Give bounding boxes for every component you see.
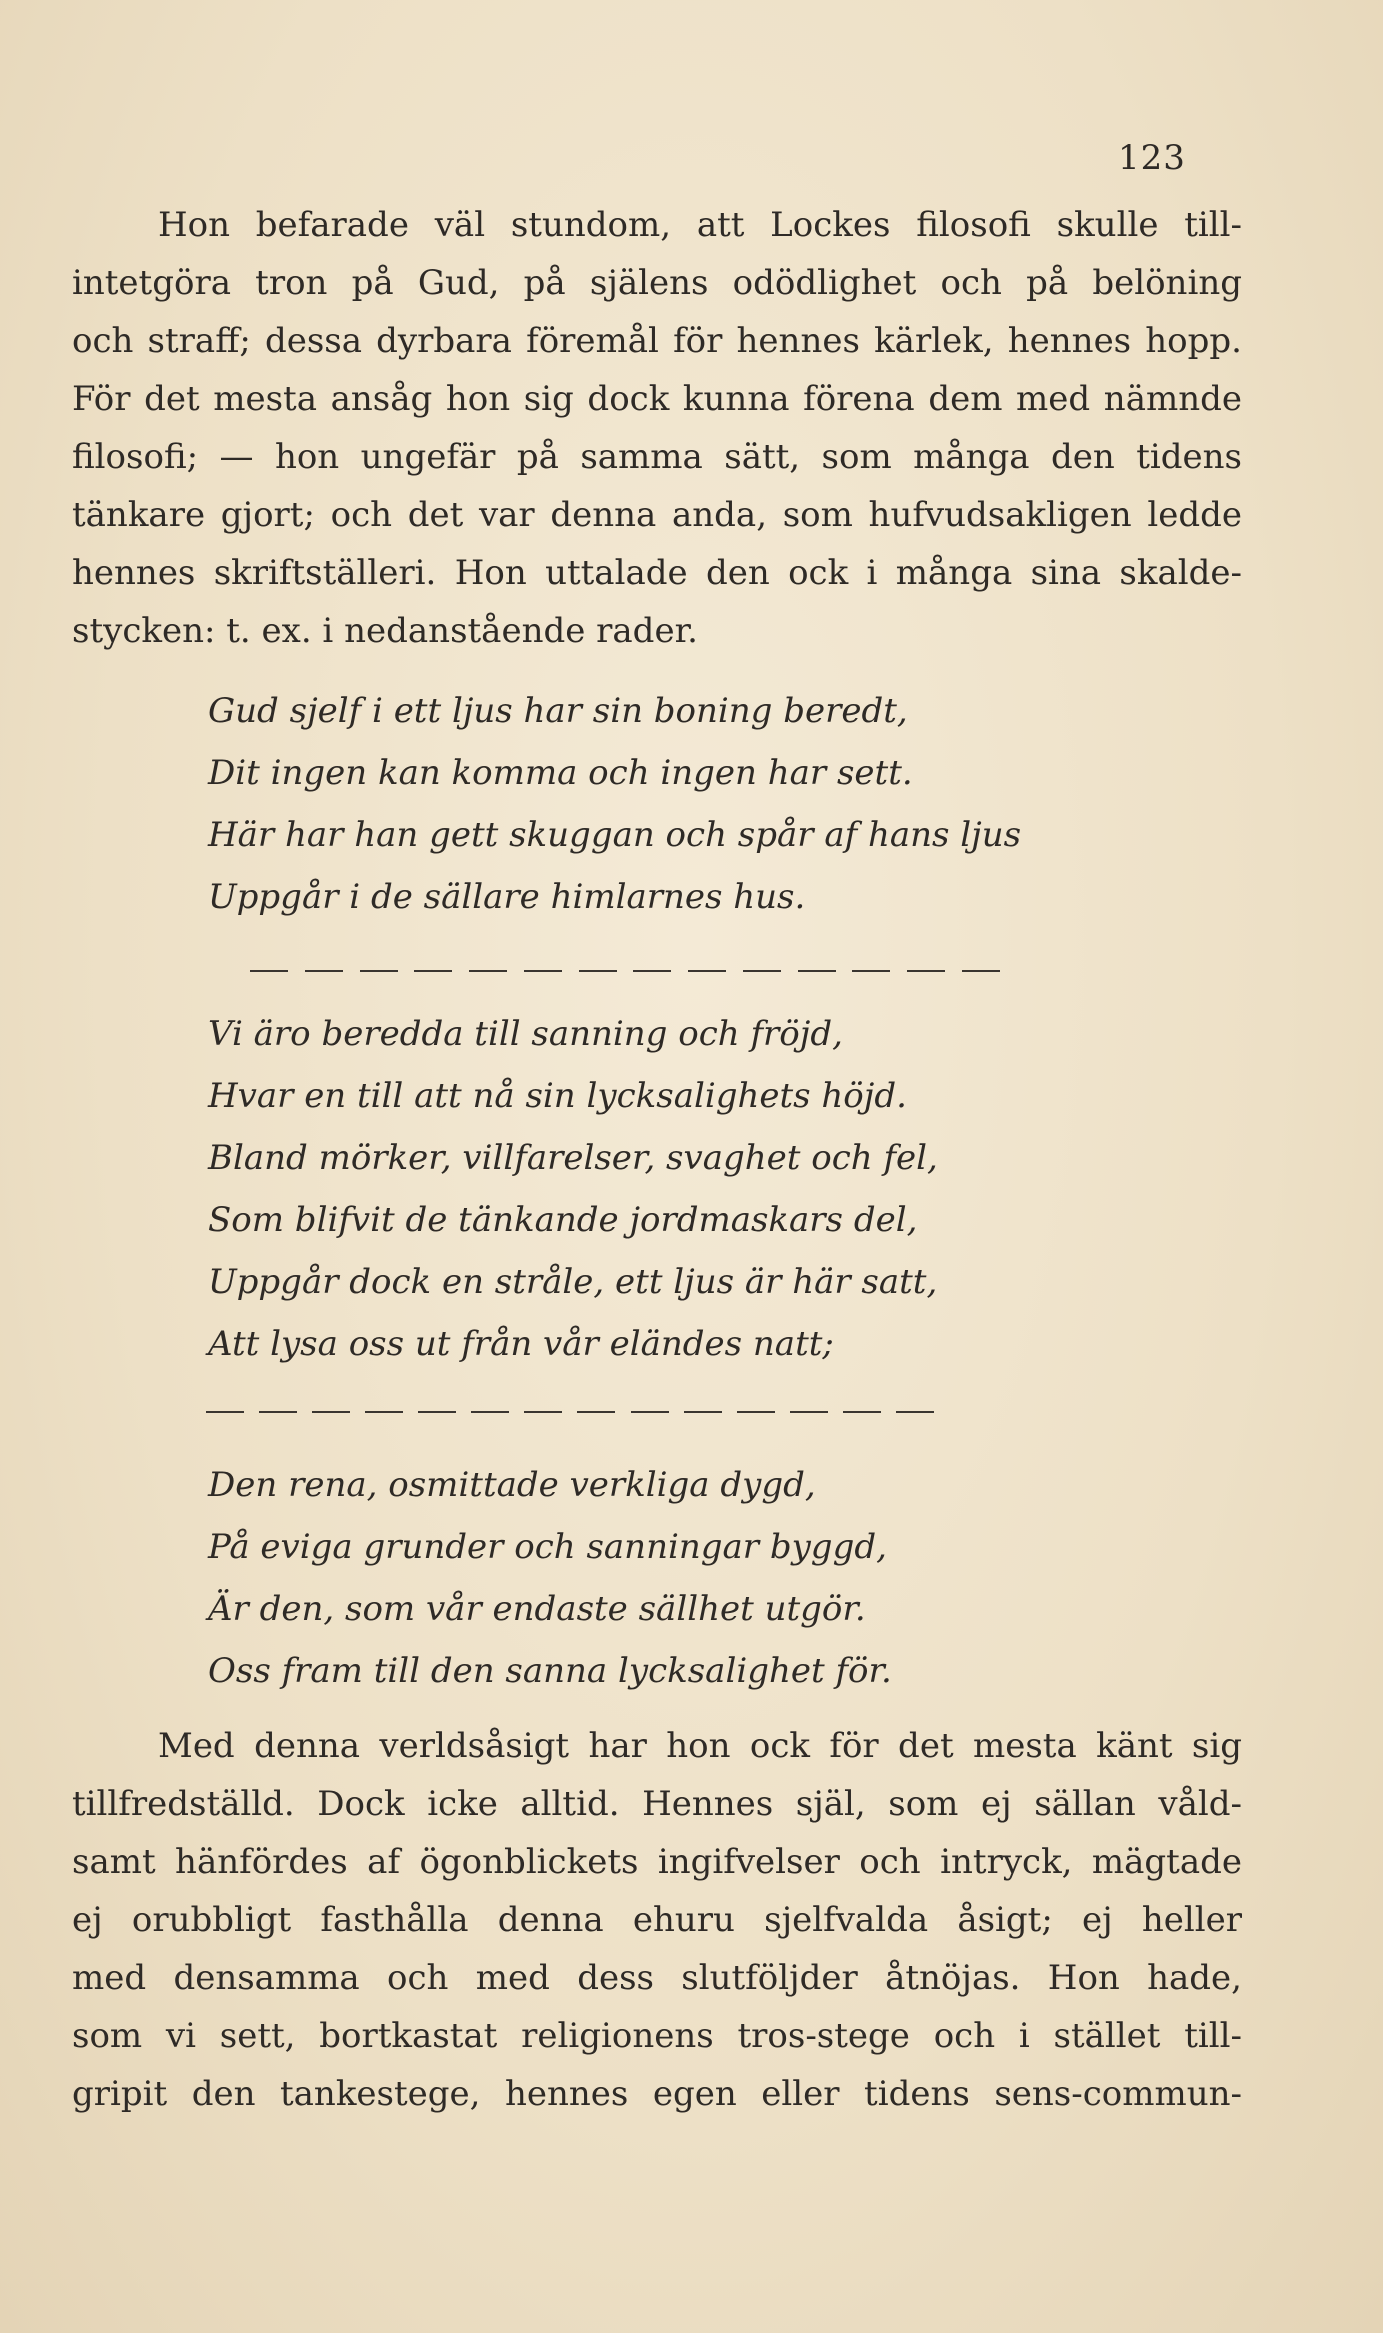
text-line: filosofi; — hon ungefär på samma sätt, som många den tidens [72,437,1242,477]
stanza-divider [250,970,1000,976]
text-line: tillfredställd. Dock icke alltid. Hennes själ, som ej sällan våld- [72,1784,1242,1824]
verse-line: Dit ingen kan komma och ingen har sett. [208,753,913,793]
verse-line: Uppgår dock en stråle, ett ljus är här satt, [208,1262,938,1302]
text-line: För det mesta ansåg hon sig dock kunna förena dem med nämnde [72,379,1242,419]
poem-stanza-2 [208,1014,1108,1386]
text-line: gripit den tankestege, hennes egen eller tidens sens-commun- [72,2074,1242,2114]
text-line: samt hänfördes af ögonblickets ingifvelser och intryck, mägtade [72,1842,1242,1882]
text-line: med densamma och med dess slutföljder åtnöjas. Hon hade, [72,1958,1242,1998]
verse-line: Uppgår i de sällare himlarnes hus. [208,877,806,917]
text-line: stycken: t. ex. i nedanstående rader. [72,611,698,651]
verse-line: Är den, som vår endaste sällhet utgör. [208,1589,866,1629]
verse-line: Att lysa oss ut från vår eländes natt; [208,1324,834,1364]
stanza-divider [206,1411,934,1417]
verse-line: Vi äro beredda till sanning och fröjd, [208,1014,843,1054]
verse-line: Hvar en till att nå sin lycksalighets höjd. [208,1076,907,1116]
page-number: 123 [1118,138,1186,178]
poem-stanza-1 [208,691,1108,939]
text-line: och straff; dessa dyrbara föremål för hennes kärlek, hennes hopp. [72,321,1242,361]
verse-line: Som blifvit de tänkande jordmaskars del, [208,1200,918,1240]
verse-line: Här har han gett skuggan och spår af hans ljus [208,815,1022,855]
text-line: hennes skriftställeri. Hon uttalade den ock i många sina skalde- [72,553,1242,593]
text-line: Hon befarade väl stundom, att Lockes filosofi skulle till- [158,205,1242,245]
text-line: Med denna verldsåsigt har hon ock för det mesta känt sig [158,1726,1242,1766]
verse-line: Oss fram till den sanna lycksalighet för. [208,1651,892,1691]
text-line: ej orubbligt fasthålla denna ehuru sjelfvalda åsigt; ej heller [72,1900,1242,1940]
text-line: som vi sett, bortkastat religionens tros-stege och i stället till- [72,2016,1242,2056]
text-line: intetgöra tron på Gud, på själens odödlighet och på belöning [72,263,1242,303]
text-line: tänkare gjort; och det var denna anda, som hufvudsakligen ledde [72,495,1242,535]
paragraph-2 [72,1717,1242,2123]
verse-line: Den rena, osmittade verkliga dygd, [208,1465,816,1505]
verse-line: Bland mörker, villfarelser, svaghet och fel, [208,1138,938,1178]
verse-line: Gud sjelf i ett ljus har sin boning beredt, [208,691,908,731]
paragraph-1 [72,196,1242,660]
verse-line: På eviga grunder och sanningar byggd, [208,1527,887,1567]
poem-stanza-3 [208,1465,1108,1713]
